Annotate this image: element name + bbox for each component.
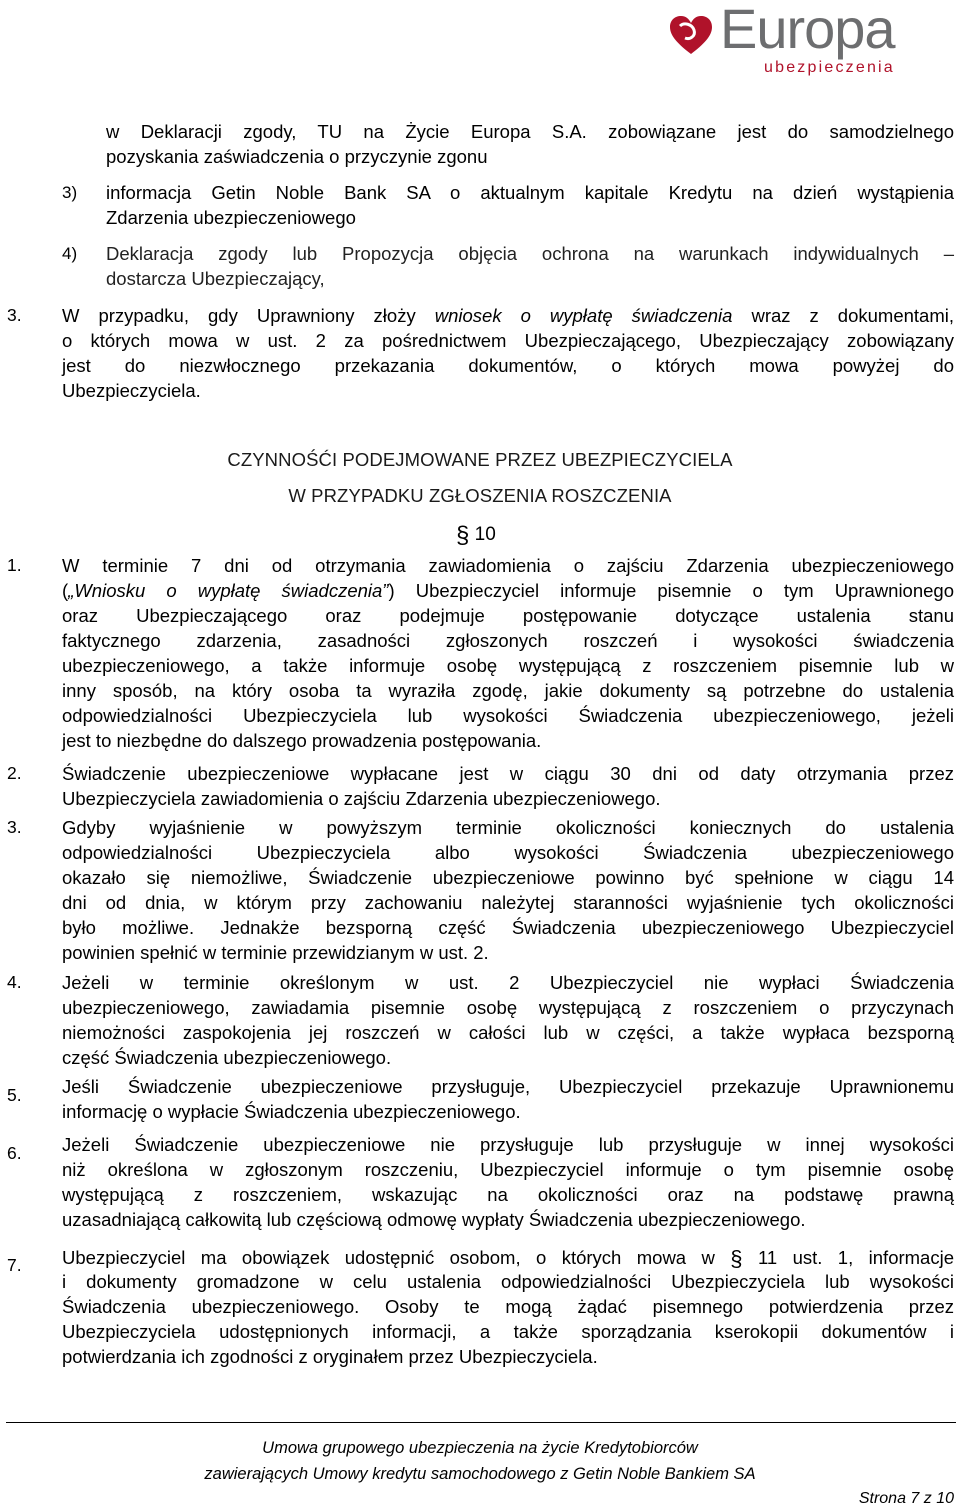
body-line: Ubezpieczyciel ma obowiązek udostępnić osobom, o których mowa w § 11 ust. 1, informacje <box>62 1246 954 1271</box>
body-line: Świadczenia ubezpieczeniowego. Osoby te mogą żądać pisemnego potwierdzenia przez <box>62 1296 954 1317</box>
logo-wordmark: Europa <box>720 0 895 60</box>
body-line: ubezpieczeniowego, a także informuje osobę występującą z roszczeniem pisemnie lub w <box>62 655 954 676</box>
body-line: Deklaracja zgody lub Propozycja objęcia ochrona na warunkach indywidualnych – <box>106 243 954 264</box>
body-line: jest to niezbędne do dalszego prowadzenia postępowania. <box>62 730 542 751</box>
footer-line: Umowa grupowego ubezpieczenia na życie Kredytobiorców <box>262 1439 698 1457</box>
body-line: oraz Ubezpieczającego oraz podejmuje postępowanie dotyczące ustalenia stanu <box>62 605 954 626</box>
body-line: Świadczenie ubezpieczeniowe wypłacane jest w ciągu 30 dni od daty otrzymania przez <box>62 763 954 784</box>
body-line: odpowiedzialności Ubezpieczyciela albo wysokości Świadczenia ubezpieczeniowego <box>62 842 954 863</box>
body-line: powinien spełnić w terminie przewidzianym w ust. 2. <box>62 942 489 963</box>
footer-line: zawierających Umowy kredytu samochodowego z Getin Noble Bankiem SA <box>204 1465 756 1483</box>
body-line: informację o wypłacie Świadczenia ubezpieczeniowego. <box>62 1101 521 1122</box>
body-line: w Deklaracji zgody, TU na Życie Europa S.A. zobowiązane jest do samodzielnego <box>106 121 954 142</box>
body-line: jest do niezwłocznego przekazania dokumentów, o których mowa powyżej do <box>62 355 954 376</box>
body-line: i dokumenty gromadzone w celu ustalenia odpowiedzialności Ubezpieczyciela lub wysokości <box>62 1271 954 1292</box>
body-line: uzasadniającą całkowitą lub częściową odmowę wypłaty Świadczenia ubezpieczeniowego. <box>62 1209 806 1230</box>
body-line: Ubezpieczyciela udostępnionych informacji, a także sporządzania kserokopii dokumentów i <box>62 1321 954 1342</box>
body-line: faktycznego zdarzenia, zasadności zgłoszonych roszczeń i wysokości świadczenia <box>62 630 954 651</box>
body-line: ubezpieczeniowego, zawiadamia pisemnie osobę występującą z roszczeniem o przyczynach <box>62 997 954 1018</box>
body-line: Ubezpieczyciela. <box>62 380 201 401</box>
body-line: pozyskania zaświadczenia o przyczynie zgonu <box>106 146 488 167</box>
body-line: W przypadku, gdy Uprawniony złoży wniosek o wypłatę świadczenia wraz z dokumentami, <box>62 305 955 326</box>
body-line: dni od dnia, w którym przy zachowaniu należytej staranności wyjaśnienie tych okoliczności <box>62 892 954 913</box>
item-number: 4. <box>7 972 22 992</box>
body-line: Zdarzenia ubezpieczeniowego <box>106 207 356 228</box>
body-line: występującą z roszczeniem, wskazując na okoliczności oraz na podstawę prawną <box>62 1184 954 1205</box>
body-line: niemożności zaspokojenia jej roszczeń w całości lub w części, a także wypłaca bezsporną <box>62 1022 954 1043</box>
paragraph-number: § 10 <box>456 522 496 549</box>
body-line: było możliwe. Jednakże bezsporną część Świadczenia ubezpieczeniowego Ubezpieczyciel <box>62 917 954 938</box>
body-line: Jeżeli w terminie określonym w ust. 2 Ubezpieczyciel nie wypłaci Świadczenia <box>62 972 954 993</box>
page-number: Strona 7 z 10 <box>858 1490 954 1507</box>
body-line: część Świadczenia ubezpieczeniowego. <box>62 1047 392 1068</box>
body-line: Jeżeli Świadczenie ubezpieczeniowe nie przysługuje lub przysługuje w innej wysokości <box>62 1134 954 1155</box>
body-line: dostarcza Ubezpieczający, <box>106 268 325 289</box>
item-number: 3) <box>62 183 78 202</box>
body-line: potwierdzania ich zgodności z oryginałem przez Ubezpieczyciela. <box>62 1346 598 1367</box>
body-line: odpowiedzialności Ubezpieczyciela lub wysokości Świadczenia ubezpieczeniowego, jeżeli <box>62 705 954 726</box>
item-number: 5. <box>7 1085 22 1105</box>
body-line: W terminie 7 dni od otrzymania zawiadomienia o zajściu Zdarzenia ubezpieczeniowego <box>62 555 954 576</box>
body-line: inny sposób, na który osoba ta wyraziła zgodę, jakie dokumenty są potrzebne do ustalenia <box>62 680 954 701</box>
europa-logo <box>668 0 960 78</box>
item-number: 2. <box>7 763 22 783</box>
item-number: 6. <box>7 1143 22 1163</box>
body-line: informacja Getin Noble Bank SA o aktualnym kapitale Kredytu na dzień wystąpienia <box>106 182 954 203</box>
body-line: Jeśli Świadczenie ubezpieczeniowe przysługuje, Ubezpieczyciel przekazuje Uprawnionemu <box>62 1076 954 1097</box>
body-line: („Wniosku o wypłatę świadczenia”) Ubezpieczyciel informuje pisemnie o tym Uprawnionego <box>62 580 955 601</box>
item-number: 7. <box>7 1255 22 1275</box>
footer-divider <box>6 1422 956 1423</box>
body-line: o których mowa w ust. 2 za pośrednictwem Ubezpieczającego, Ubezpieczający zobowiązany <box>62 330 954 351</box>
section-title: CZYNNOŚĆI PODEJMOWANE PRZEZ UBEZPIECZYCIELA <box>227 449 733 470</box>
item-number: 3. <box>7 817 22 837</box>
section-subtitle: W PRZYPADKU ZGŁOSZENIA ROSZCZENIA <box>288 485 672 506</box>
body-line: okazało się niemożliwe, Świadczenie ubezpieczeniowe powinno być spełnione w ciągu 14 <box>62 867 954 888</box>
body-line: niż określona w zgłoszonym roszczeniu, Ubezpieczyciel informuje o tym pisemnie osobę <box>62 1159 954 1180</box>
item-number: 1. <box>7 555 22 575</box>
item-number: 4) <box>62 244 78 263</box>
body-line: Ubezpieczyciela zawiadomienia o zajściu Zdarzenia ubezpieczeniowego. <box>62 788 661 809</box>
item-number: 3. <box>7 305 22 325</box>
heart-swirl-icon <box>668 14 714 56</box>
logo-subtitle: ubezpieczenia <box>764 59 895 76</box>
body-line: Gdyby wyjaśnienie w powyższym terminie okoliczności koniecznych do ustalenia <box>62 817 954 838</box>
